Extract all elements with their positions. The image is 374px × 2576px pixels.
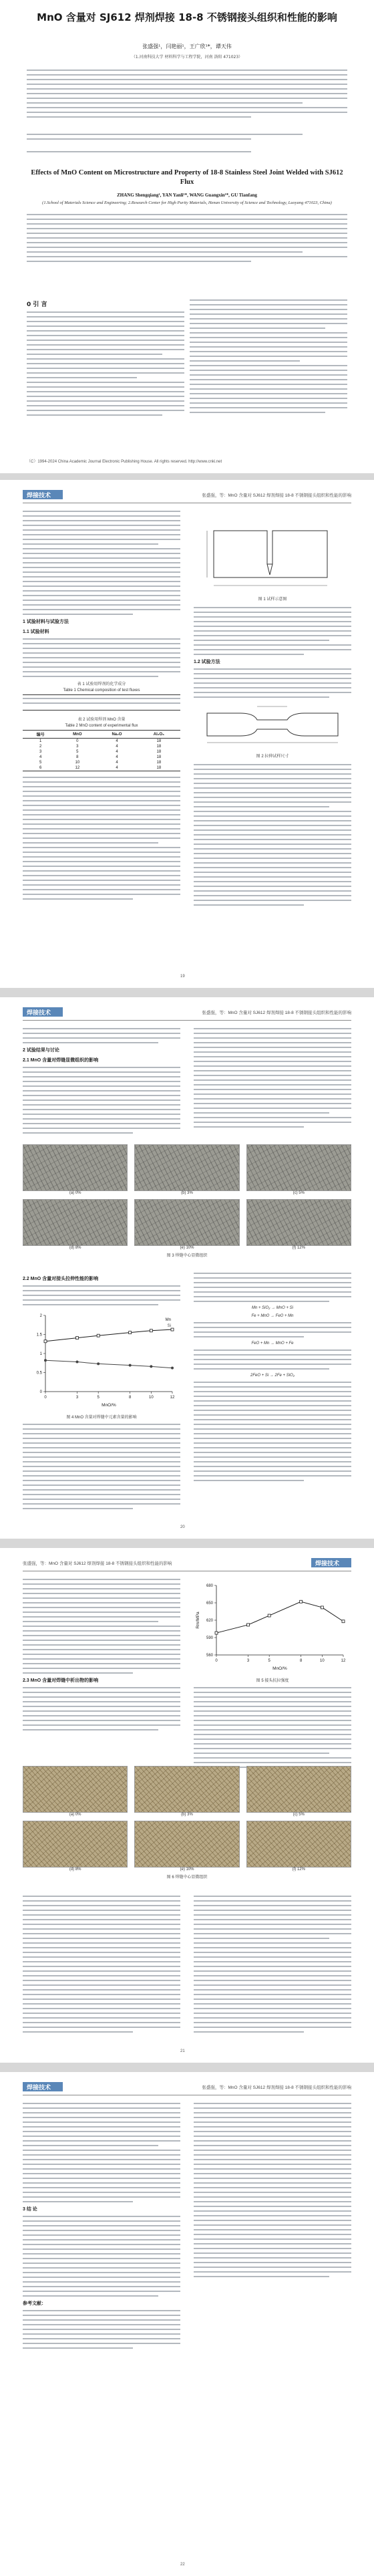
micrograph-panel: (e) 10% xyxy=(134,1821,239,1872)
page-separator xyxy=(0,1539,374,1548)
p3-left-column-top xyxy=(23,1028,180,1137)
micrograph-panel: (c) 5% xyxy=(246,1766,351,1817)
data-point xyxy=(171,1328,174,1331)
p4-right-column-bottom xyxy=(194,1896,351,2036)
page-separator xyxy=(0,473,374,480)
y-tick-label: 650 xyxy=(206,1601,213,1605)
journal-section-mark: 焊接技术 xyxy=(23,490,63,499)
section-heading-intro: 0 引 言 xyxy=(27,301,47,308)
data-point xyxy=(44,1359,47,1362)
p2-left-column xyxy=(23,511,180,903)
abstract-en xyxy=(27,214,347,265)
data-point xyxy=(268,1614,270,1617)
paper-title: MnO 含量对 SJ612 焊剂焊接 18-8 不锈钢接头组织和性能的影响 xyxy=(37,11,337,23)
table-2 xyxy=(23,730,180,771)
figure-6-caption: 图 6 焊缝中心显微组织 xyxy=(166,1876,208,1880)
micrograph-panel: (b) 3% xyxy=(134,1144,239,1195)
x-axis-label: MnO/% xyxy=(272,1666,287,1671)
x-tick-label: 10 xyxy=(148,1396,154,1400)
affiliation: （1.河南科技大学 材料科学与工程学院，河南 洛阳 471023） xyxy=(131,55,243,59)
page-number: 21 xyxy=(180,2049,185,2053)
data-point xyxy=(150,1329,152,1332)
x-tick-label: 10 xyxy=(319,1659,325,1663)
intro-left-column xyxy=(27,311,184,419)
running-title: 张盛强，等：MnO 含量对 SJ612 焊剂焊接 18-8 不锈钢接头组织和性能的影响 xyxy=(202,1011,351,1015)
p4-left-column xyxy=(23,1579,180,1734)
x-tick-label: 3 xyxy=(75,1396,79,1400)
subsection-heading-2-1: 2.1 MnO 含量对焊缝显微组织的影响 xyxy=(23,1058,99,1063)
micrograph-panel: (f) 12% xyxy=(246,1199,351,1250)
y-tick-label: 680 xyxy=(206,1584,213,1588)
running-header xyxy=(23,2080,351,2095)
table-2-caption: 表 2 试验用焊剂 MnO 含量 xyxy=(77,718,126,722)
figure-3-caption: 图 3 焊缝中心显微组织 xyxy=(166,1254,208,1258)
p3-left-column-bottom xyxy=(23,1273,180,1513)
affiliation-en: (1.School of Materials Science and Engineering; 2.Research Center for High Purity Materials, Henan University of Science and Technology, Luoyang 471023, China) xyxy=(42,201,332,205)
table-2-header: Al₂O₃ xyxy=(153,732,164,737)
authors: 张盛强¹，闫艳丽¹，王广欣¹*，谭天伟 xyxy=(142,43,232,49)
references-heading: 参考文献： xyxy=(23,2301,46,2306)
page-1 xyxy=(0,0,374,473)
x-tick-label: 5 xyxy=(97,1396,100,1400)
subsection-heading-1-2: 1.2 试验方法 xyxy=(194,660,220,664)
x-axis-label: MnO/% xyxy=(102,1403,116,1408)
table-2-caption-en: Table 2 MnO content of experimental flux xyxy=(65,724,138,728)
legend-entry: Si xyxy=(167,1324,171,1328)
micrograph-panel: (a) 0% xyxy=(23,1766,128,1817)
journal-section-mark: 焊接技术 xyxy=(23,2082,63,2091)
x-tick-label: 12 xyxy=(341,1659,346,1663)
element-content-chart xyxy=(23,1309,180,1409)
figure-2-tensile-specimen xyxy=(194,701,351,748)
y-tick-label: 0.5 xyxy=(36,1371,42,1376)
running-title: 张盛强，等：MnO 含量对 SJ612 焊剂焊接 18-8 不锈钢接头组织和性能的影响 xyxy=(23,1561,172,1566)
y-tick-label: 620 xyxy=(206,1619,213,1623)
series-line xyxy=(216,1601,343,1633)
x-tick-label: 12 xyxy=(170,1396,175,1400)
data-point xyxy=(342,1620,345,1623)
paper-title-en: Effects of MnO Content on Microstructure and Property of 18-8 Stainless Steel Joint Welded with SJ612 Flux xyxy=(31,169,343,186)
page-4 xyxy=(0,1548,374,2063)
page-3 xyxy=(0,997,374,1539)
figure-6-micrographs xyxy=(23,1766,351,1882)
x-tick-label: 8 xyxy=(128,1396,132,1400)
data-point xyxy=(76,1361,79,1364)
running-header xyxy=(23,1556,351,1571)
series-line xyxy=(45,1360,172,1368)
figure-1-caption: 图 1 试样示意图 xyxy=(258,598,287,602)
figure-4-caption: 图 4 MnO 含量对焊缝中元素含量的影响 xyxy=(66,1416,137,1420)
table-row: 5 10 4 18 xyxy=(39,761,162,765)
figure-5-caption: 图 5 接头抗拉强度 xyxy=(256,1679,289,1683)
y-axis-label: Rm/MPa xyxy=(196,1612,200,1629)
p3-right-column-bottom xyxy=(194,1273,351,1485)
data-point xyxy=(97,1362,100,1365)
running-header xyxy=(23,488,351,503)
page-separator xyxy=(0,988,374,997)
p4-left-column-bottom xyxy=(23,1896,180,2036)
journal-section-mark: 焊接技术 xyxy=(311,1558,351,1567)
table-1-placeholder xyxy=(23,694,180,711)
subsection-heading-1-1: 1.1 试验材料 xyxy=(23,630,49,634)
page-5 xyxy=(0,2072,374,2576)
figure-3-micrographs xyxy=(23,1144,351,1260)
data-point xyxy=(129,1364,132,1367)
subsection-heading-2-2: 2.2 MnO 含量对接头拉伸性能的影响 xyxy=(23,1277,99,1281)
x-tick-label: 0 xyxy=(215,1659,218,1663)
page-number: 22 xyxy=(180,2563,185,2567)
page-number: 20 xyxy=(180,1525,185,1529)
section-heading-1: 1 试验材料与试验方法 xyxy=(23,620,69,624)
page-2 xyxy=(0,480,374,988)
intro-right-column xyxy=(190,299,347,416)
table-row: 4 8 4 18 xyxy=(39,755,162,759)
micrograph-panel: (a) 0% xyxy=(23,1144,128,1195)
p5-left-column xyxy=(23,2103,180,2352)
micrograph-panel: (b) 3% xyxy=(134,1766,239,1817)
equation-1: Mn + SiO₂ → MnO + Si xyxy=(252,1306,293,1310)
equation-4: 2FeO + Si → 2Fe + SiO₂ xyxy=(250,1374,295,1378)
p5-right-column xyxy=(194,2103,351,2281)
x-tick-label: 0 xyxy=(44,1396,47,1400)
x-tick-label: 5 xyxy=(268,1659,270,1663)
table-1-caption: 表 1 试验用焊剂的化学成分 xyxy=(77,682,126,686)
y-tick-label: 560 xyxy=(206,1654,213,1658)
p2-right-column xyxy=(194,511,351,909)
data-point xyxy=(171,1367,174,1370)
data-point xyxy=(44,1340,47,1343)
keywords-cn xyxy=(27,134,347,143)
abstract-cn xyxy=(27,70,347,121)
data-point xyxy=(97,1334,100,1337)
table-2-header: Na₂O xyxy=(112,732,122,737)
data-point xyxy=(129,1331,132,1334)
micrograph-panel: (e) 10% xyxy=(134,1199,239,1250)
tensile-strength-chart xyxy=(194,1579,351,1672)
data-point xyxy=(247,1624,250,1626)
y-tick-label: 1 xyxy=(39,1352,42,1356)
data-point xyxy=(76,1337,79,1339)
table-row: 1 0 4 18 xyxy=(39,739,162,743)
subsection-heading-2-3: 2.3 MnO 含量对焊缝中析出物的影响 xyxy=(23,1678,99,1683)
running-title: 张盛强，等：MnO 含量对 SJ612 焊剂焊接 18-8 不锈钢接头组织和性能的影响 xyxy=(202,493,351,498)
micrograph-panel: (c) 5% xyxy=(246,1144,351,1195)
journal-section-mark: 焊接技术 xyxy=(23,1007,63,1017)
table-2-header: MnO xyxy=(73,732,82,737)
equation-2: Fe + MnO → FeO + Mn xyxy=(251,1314,294,1318)
table-2-header: 编号 xyxy=(36,733,45,737)
y-tick-label: 1.5 xyxy=(36,1333,42,1337)
clc-line xyxy=(27,151,347,156)
y-tick-label: 2 xyxy=(39,1314,42,1318)
series-line xyxy=(45,1329,172,1341)
x-tick-label: 8 xyxy=(299,1659,303,1663)
running-title: 张盛强，等：MnO 含量对 SJ612 焊剂焊接 18-8 不锈钢接头组织和性能的影响 xyxy=(202,2085,351,2090)
running-header xyxy=(23,1005,351,1021)
data-point xyxy=(321,1606,323,1609)
y-tick-label: 0 xyxy=(39,1390,42,1394)
table-row: 3 5 4 18 xyxy=(39,750,162,754)
table-1-caption-en: Table 1 Chemical composition of test fluxes xyxy=(63,688,140,692)
authors-en: ZHANG Shengqiang¹, YAN Yanli¹*, WANG Guangxin¹*, GU Tianfang xyxy=(117,192,257,198)
copyright-footer: （C）1994-2024 China Academic Journal Electronic Publishing House. All rights reserved. http://www.cnki.net xyxy=(27,460,222,464)
table-row: 2 3 4 18 xyxy=(39,745,162,749)
p3-right-column-top xyxy=(194,1028,351,1131)
legend-entry: Mn xyxy=(165,1318,171,1322)
table-row: 6 12 4 18 xyxy=(23,765,180,771)
data-point xyxy=(215,1632,218,1634)
micrograph-panel: (d) 8% xyxy=(23,1199,128,1250)
page-separator xyxy=(0,2063,374,2072)
equation-3: FeO + Mn → MnO + Fe xyxy=(251,1341,294,1345)
y-tick-label: 590 xyxy=(206,1636,213,1640)
figure-1-specimen-diagram xyxy=(194,511,351,591)
data-point xyxy=(300,1600,303,1603)
section-heading-3: 3 结 论 xyxy=(23,2207,37,2212)
micrograph-panel: (f) 12% xyxy=(246,1821,351,1872)
p4-right-column xyxy=(194,1579,351,1771)
figure-2-caption: 图 2 拉伸试样尺寸 xyxy=(256,755,289,759)
micrograph-panel: (d) 8% xyxy=(23,1821,128,1872)
page-number: 19 xyxy=(180,975,185,979)
data-point xyxy=(150,1365,152,1368)
x-tick-label: 3 xyxy=(246,1659,250,1663)
section-heading-2: 2 试验结果与讨论 xyxy=(23,1048,59,1053)
